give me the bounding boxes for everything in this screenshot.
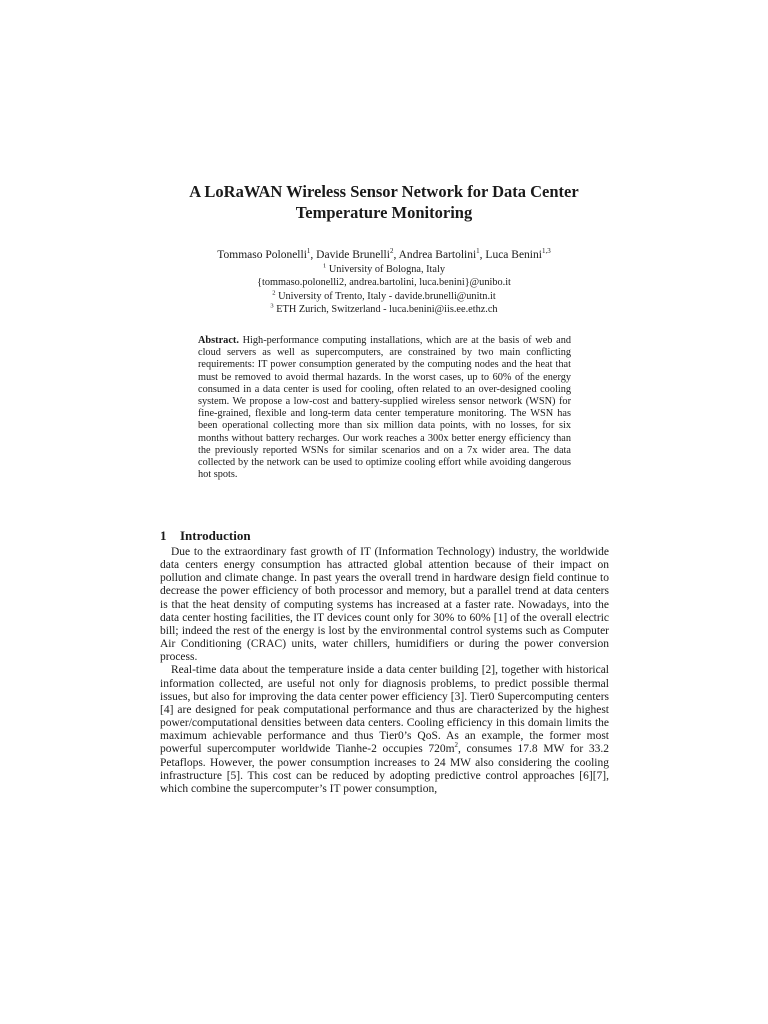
abstract-text: High-performance computing installations, which are at the basis of web and cloud servers as well as supercomputers, are constrained by two main conflicting requirements: IT power consumption generated by the computing nodes and the heat that must be removed to avoid thermal hazards. In the worst cases, up to 60% of the energy consumed in a data center is used for cooling, often related to an over-designed cooling system. We propose a low-cost and battery-supplied wireless sensor network (WSN) for fine-grained, flexible and long-term data center temperature monitoring. The WSN has been operational collecting more than six million data points, with no losses, for six months without battery recharges. Our work reaches a 300x better energy efficiency than the previously reported WSNs for similar scenarios and on a 7x wider area. The data collected by the network can be used to optimize cooling effort while avoiding dangerous hot spots. xyxy=(198,335,571,481)
affiliation-line xyxy=(0,303,768,317)
paragraph-text: , consumes 17.8 MW for 33.2 Petaflops. However, the power consumption increases to 24 MW also considering the cooling infrastructure [5]. This cost can be reduced by adopting predictive control approaches [6][7], which combine the supercomputer’s IT power consumption, xyxy=(160,743,609,795)
author-name: Davide Brunelli xyxy=(316,249,390,261)
affiliation-line xyxy=(0,263,768,277)
superscript: 2 xyxy=(454,741,459,750)
author-separator: , xyxy=(310,249,317,261)
paper-title xyxy=(0,181,768,223)
affiliation-text: University of Bologna, Italy xyxy=(328,263,445,275)
author-block xyxy=(0,249,768,317)
section-heading xyxy=(160,528,251,544)
affiliation-line xyxy=(0,276,768,290)
author-affiliation-mark: 2 xyxy=(389,247,394,256)
author-affiliation-mark: 1 xyxy=(476,247,480,256)
paragraph: Due to the extraordinary fast growth of IT (Information Technology) industry, the worldwide data centers energy consumption has attracted global attention because of their impact on pollution and climate change. In past years the overall trend in hardware design field continue to decrease the power efficiency of both processor and memory, but a parallel trend at data centers is that the heat density of computing systems has increased at a faster rate. Nowadays, into the data center hosting facilities, the IT devices count only for 30% to 60% [1] of the overall electric bill; indeed the rest of the energy is lost by the environmental control systems such as Computer Air Conditioning (CRAC) units, water chillers, humidifiers or during the power conversion process. xyxy=(160,546,609,664)
paragraph xyxy=(160,664,609,796)
section-number: 1 xyxy=(160,528,167,543)
abstract-label: Abstract. xyxy=(198,335,239,346)
author-affiliation-mark: 1,3 xyxy=(541,247,551,256)
author-separator: , xyxy=(479,249,486,261)
author-separator: , xyxy=(393,249,399,261)
section-title: Introduction xyxy=(180,528,251,543)
affiliation-line xyxy=(0,290,768,304)
affiliation-text: University of Trento, Italy - davide.brunelli@unitn.it xyxy=(278,290,496,302)
title-line-2: Temperature Monitoring xyxy=(295,203,473,222)
affiliation-mark: 3 xyxy=(270,302,274,310)
author-name: Andrea Bartolini xyxy=(398,249,477,261)
paragraph-text: Real-time data about the temperature inside a data center building [2], together with historical information collected, are useful not only for diagnosis problems, to predict possible thermal issues, but also for improving the data center power efficiency [3]. Tier0 Supercomputing centers [4] are designed for peak computational performance and thus are characterized by the highest power/computational densities between data centers. Cooling efficiency in this domain limits the maximum achievable performance and thus Tier0’s QoS. As an example, the former most powerful supercomputer worldwide Tianhe-2 occupies 720m xyxy=(160,664,609,756)
body-text xyxy=(160,546,609,796)
abstract xyxy=(198,335,571,481)
affiliation-text: ETH Zurich, Switzerland - luca.benini@iis.ee.ethz.ch xyxy=(276,304,498,316)
author-list xyxy=(0,249,768,263)
author-affiliation-mark: 1 xyxy=(306,247,311,256)
title-line-1: A LoRaWAN Wireless Sensor Network for Data Center xyxy=(189,182,579,201)
affiliation-mark: 1 xyxy=(323,262,327,270)
author-name: Tommaso Polonelli xyxy=(217,249,307,261)
affiliation-text: {tommaso.polonelli2, andrea.bartolini, luca.benini}@unibo.it xyxy=(257,277,511,289)
affiliation-mark: 2 xyxy=(272,289,276,297)
author-name: Luca Benini xyxy=(485,249,542,261)
